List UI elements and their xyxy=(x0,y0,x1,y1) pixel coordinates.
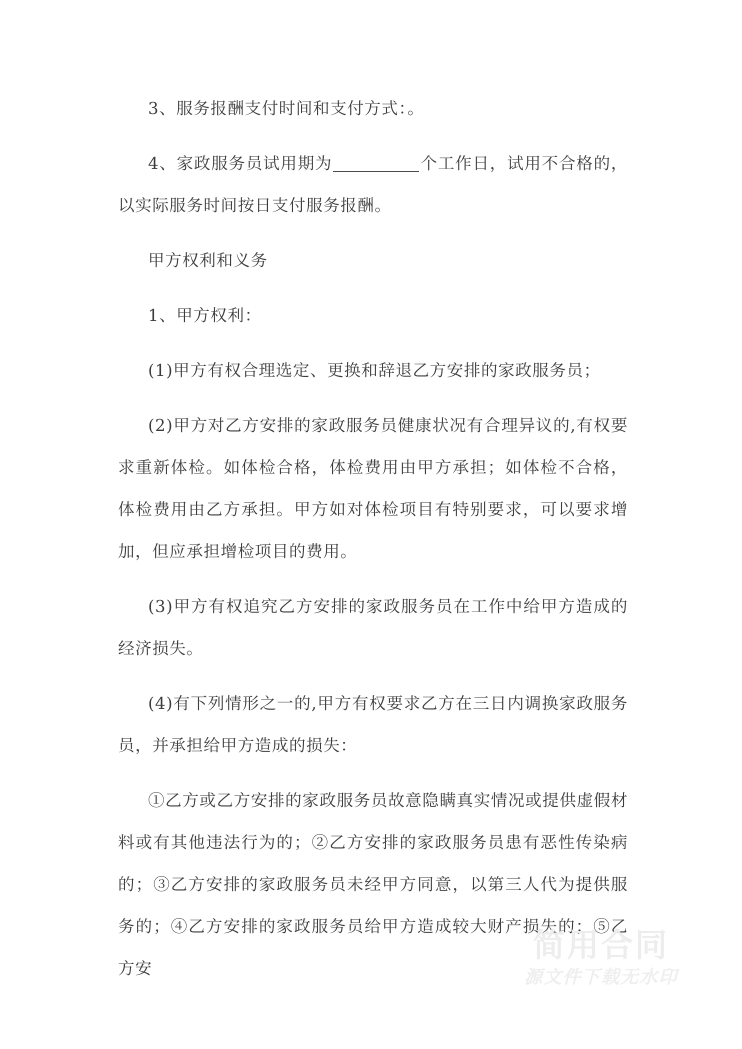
section-heading-party-a-rights-duties: 甲方权利和义务 xyxy=(148,251,268,270)
clause-4-text-after-blank: 个工作日，试用不合格的，以实际服务时间按日支付服务报酬。 xyxy=(118,154,628,215)
paragraph-clause-4-probation xyxy=(118,143,628,227)
watermark-subtitle-text: 源文件下载无水印 xyxy=(524,967,678,988)
paragraph-item-1-4: (4)有下列情形之一的,甲方有权要求乙方在三日内调换家政服务员，并承担给甲方造成的损失： xyxy=(118,694,628,755)
paragraph-item-1-4-sublist: ①乙方或乙方安排的家政服务员故意隐瞒真实情况或提供虚假材料或有其他违法行为的；②乙方安排的家政服务员患有恶性传染病的；③乙方安排的家政服务员未经甲方同意，以第三人代为提供服务的；④乙方安排的家政服务员给甲方造成较大财产损失的；⑤乙方安 xyxy=(118,791,628,978)
probation-days-blank-field[interactable] xyxy=(333,171,419,172)
paragraph-item-1-2: (2)甲方对乙方安排的家政服务员健康状况有合理异议的,有权要求重新体检。如体检合格，体检费用由甲方承担；如体检不合格，体检费用由乙方承担。甲方如对体检项目有特别要求，可以要求增加，但应承担增检项目的费用。 xyxy=(118,416,628,561)
document-text-body xyxy=(118,88,628,1003)
watermark-brand-text: 简用合同 xyxy=(532,926,669,964)
paragraph-item-1-1: (1)甲方有权合理选定、更换和辞退乙方安排的家政服务员； xyxy=(148,361,601,380)
paragraph-clause-3-payment-time: 3、服务报酬支付时间和支付方式：。 xyxy=(148,99,425,118)
paragraph-item-1-party-a-rights: 1、甲方权利： xyxy=(148,306,262,325)
paragraph-item-1-3: (3)甲方有权追究乙方安排的家政服务员在工作中给甲方造成的经济损失。 xyxy=(118,597,628,658)
clause-4-text-before-blank: 4、家政服务员试用期为 xyxy=(148,154,333,173)
